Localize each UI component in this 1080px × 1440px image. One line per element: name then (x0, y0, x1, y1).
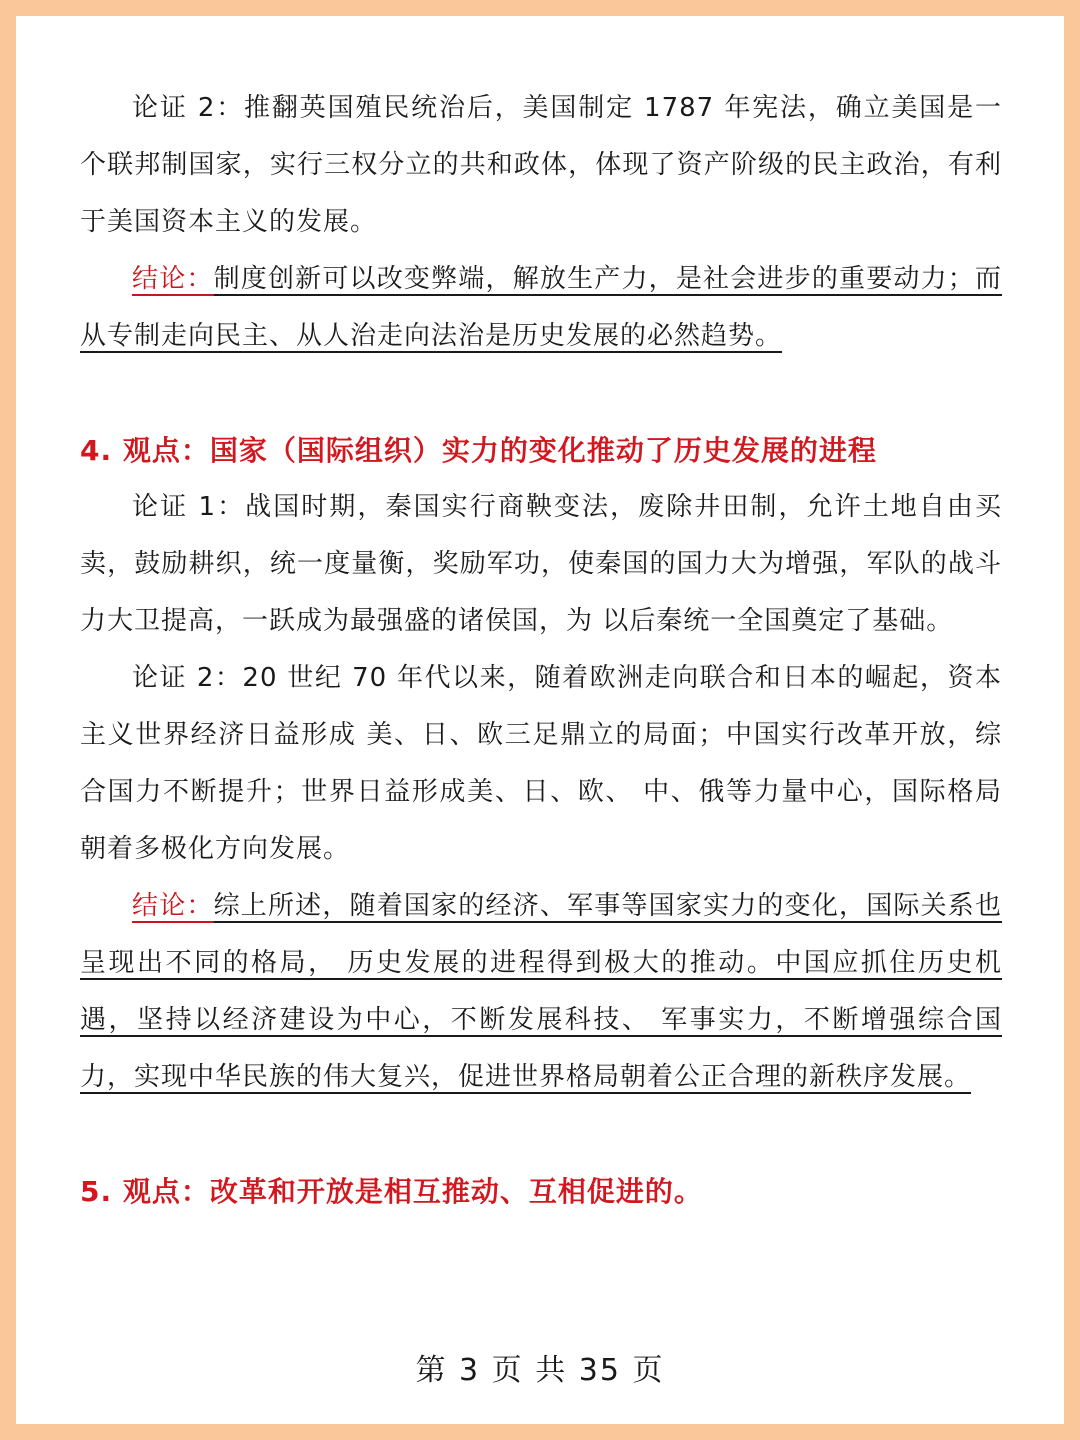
page-number: 第 3 页 共 35 页 (415, 1353, 665, 1388)
section3-conclusion-underline (80, 264, 1002, 351)
section3-conclusion (80, 251, 1002, 365)
section3-conclusion-text: 制度创新可以改变弊端，解放生产力，是社会进步的重要动力；而从专制走向民主、从人治走向法治是历史发展的必然趋势。 (80, 264, 1002, 351)
section4-conclusion-text: 综上所述，随着国家的经济、军事等国家实力的变化，国际关系也呈现出不同的格局， 历史发展的进程得到极大的推动。中国应抓住历史机遇，坚持以经济建设为中心，不断发展科技、 军事实力，不断增强综合国力，实现中华民族的伟大复兴，促进世界格局朝着公正合理的新秩序发展。 (80, 891, 1002, 1092)
section4-conclusion-label: 结论： (132, 891, 214, 921)
section5-heading: 5. 观点：改革和开放是相互推动、互相促进的。 (80, 1175, 703, 1208)
section4-heading: 4. 观点：国家（国际组织）实力的变化推动了历史发展的进程 (80, 434, 877, 467)
section4-conclusion (80, 878, 1002, 1106)
section3-argument2: 论证 2：推翻英国殖民统治后，美国制定 1787 年宪法，确立美国是一个联邦制国家，实行三权分立的共和政体，体现了资产阶级的民主政治，有利于美国资本主义的发展。 (80, 93, 1002, 237)
section3-conclusion-label: 结论： (132, 264, 214, 294)
section-gap (80, 365, 1002, 422)
section4-conclusion-underline (80, 891, 1002, 1092)
section4-argument1: 论证 1：战国时期，秦国实行商鞅变法，废除井田制，允许土地自由买卖，鼓励耕织，统一度量衡，奖励军功，使秦国的国力大为增强，军队的战斗力大卫提高，一跃成为最强盛的诸侯国，为 以后秦统一全国奠定了基础。 (80, 492, 1002, 636)
section4-argument2: 论证 2：20 世纪 70 年代以来，随着欧洲走向联合和日本的崛起，资本主义世界经济日益形成 美、日、欧三足鼎立的局面；中国实行改革开放，综合国力不断提升；世界日益形成美、日、欧、 中、俄等力量中心，国际格局朝着多极化方向发展。 (80, 663, 1003, 864)
document-body (80, 80, 1002, 1220)
section-gap (80, 1106, 1002, 1163)
